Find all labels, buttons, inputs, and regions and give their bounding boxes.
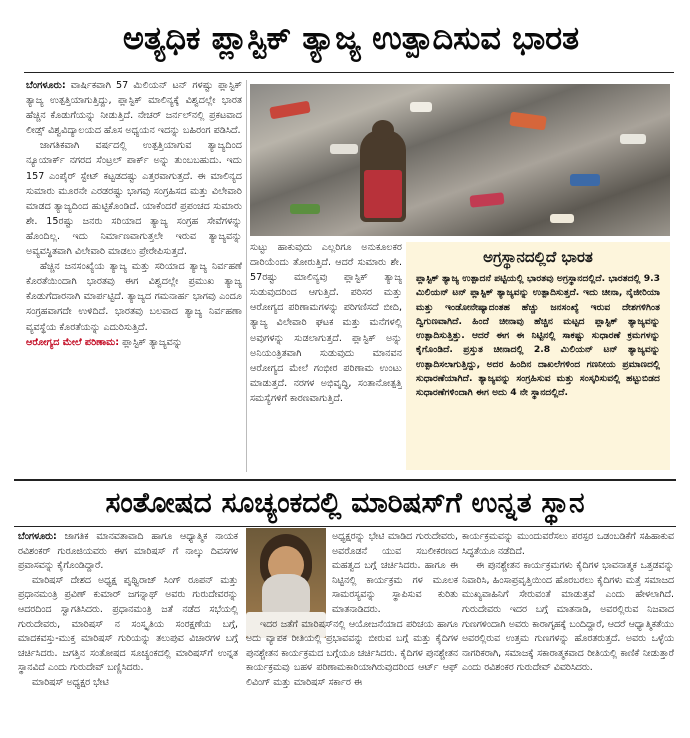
- article2-col1-para3: ಮಾರಿಷಸ್ ಅಧ್ಯಕ್ಷರ ಭೇಟಿ: [32, 676, 109, 688]
- article2-col1-para2: ಮಾರಿಷಸ್ ದೇಶದ ಅಧ್ಯಕ್ಷ ಪೃಥ್ವಿರಾಜ್ ಸಿಂಗ್ ರೂಪನ್ ಮತ್ತು ಪ್ರಧಾನಮಂತ್ರಿ ಪ್ರವಿಣ್ ಕುಮಾರ್ ಜಗನ್ನಾಥ್ ಅವರು ಗುರುದೇವರನ್ನು ಆದರದಿಂದ ಸ್ವಾಗತಿಸಿದರು. ಪ್ರಧಾನಮಂತ್ರಿ ಜತೆ ನಡೆದ ಸಭೆಯಲ್ಲಿ ಗುರುದೇವರು, ಮಾರಿಷಸ್ ನ ಸಂಸ್ಕೃತಿಯ ಸಂರಕ್ಷಣೆಯ ಬಗ್ಗೆ, ಮಾದಕವಸ್ತು-ಮುಕ್ತ ಮಾರಿಷಸ್ ಗುರಿಯನ್ನು ತಲುಪುವ ವಿಚಾರಗಳ ಬಗ್ಗೆ ಚರ್ಚಿಸಿದರು. ಜಗತ್ತಿನ ಸಂತೋಷದ ಸೂಚ್ಯಂಕದಲ್ಲಿ ಮಾರಿಷಸ್‌ಗೆ ಉನ್ನತ ಸ್ಥಾನವಿದೆ ಎಂದು ಗುರುದೇವ್ ಬಣ್ಣಿಸಿದರು.: [18, 574, 238, 674]
- article2-col1-para1: ಜಾಗತಿಕ ಮಾನವತಾವಾದಿ ಹಾಗೂ ಆಧ್ಯಾತ್ಮಿಕ ನಾಯಕ ರವಿಶಂಕರ್ ಗುರೂಜಿಯವರು ಈಗ ಮಾರಿಷಸ್ ಗೆ ನಾಲ್ಕು ದಿವಸಗಳ ಪ್ರವಾಸವನ್ನು ಕೈಗೊಂಡಿದ್ದಾರೆ.: [18, 531, 238, 572]
- article2-headline: ಸಂತೋಷದ ಸೂಚ್ಯಂಕದಲ್ಲಿ ಮಾರಿಷಸ್‌ಗೆ ಉನ್ನತ ಸ್ಥಾನ: [105, 486, 585, 519]
- article2-col3-para1: ಕಾರ್ಯಕ್ರಮವನ್ನು ಮುಂದುವರೆಸಲು ಪರಸ್ಪರ ಒಡಂಬಡಿಕೆಗೆ ಸಹಿಹಾಕುವ ಸಿದ್ಧತೆಯೂ ನಡೆದಿದೆ.: [462, 531, 674, 557]
- article2-column-3: [462, 530, 674, 736]
- article-mauritius-happiness: [0, 480, 690, 738]
- article2-column-1: [18, 530, 238, 736]
- article2-col3-para2: ಈ ಪುನಶ್ಚೇತನ ಕಾರ್ಯಕ್ರಮಗಳು ಕೈದಿಗಳ ಭಾವನಾತ್ಮಕ ಒತ್ತಡವನ್ನು ನಿವಾರಿಸಿ, ಹಿಂಸಾಪ್ರವೃತ್ತಿಯಿಂದ ಹೊರಬರಲು ಕೈದಿಗಳು ಮತ್ತೆ ಸಮಾಜದ ಮುಖ್ಯವಾಹಿನಿಗೆ ಸೇರುವಂತೆ ಮಾಡುತ್ತವೆ ಎಂದು ಹೇಳಲಾಗಿದೆ. ಗುರುದೇವರು ಇದರ ಬಗ್ಗೆ ಮಾತನಾಡಿ, ಅವರಲ್ಲಿರುವ ನಿಜವಾದ ಗುಣಗಳಿಂದಾಗಿ ಅವರು ಕಾರಾಗೃಹಕ್ಕೆ ಬಂದಿದ್ದಾರೆ, ಆದರೆ ಆಧ್ಯಾತ್ಮಿಕತೆಯು ಅವರಲ್ಲಿರುವ ಉತ್ತಮ ಗುಣಗಳನ್ನು ಹೊರತರುತ್ತದೆ. ಅವರು ಒಳ್ಳೆಯ ನಾಗರಿಕರಾಗಿ, ಸಮಾಜಕ್ಕೆ ಸಕಾರಾತ್ಮಕವಾದ ರೀತಿಯಲ್ಲಿ ಕಾಣಿಕೆ ನೀಡುತ್ತಾರೆ ಎಂದು ರವಿಶಂಕರ ಗುರುದೇವ್ ವಿವರಿಸಿದರು.: [462, 560, 674, 674]
- dateline: ಬೆಂಗಳೂರು:: [26, 80, 66, 91]
- article1-col2-text: ಸುಟ್ಟು ಹಾಕುವುದು ಎಲ್ಲರಿಗೂ ಅನುಕೂಲಕರ ದಾರಿಯೆಂದು ತೋರುತ್ತಿದೆ. ಆದರೆ ಸುಮಾರು ಶೇ. 57ರಷ್ಟು ಮಾಲಿನ್ಯವು ಪ್ಲಾಸ್ಟಿಕ್ ತ್ಯಾಜ್ಯ ಸುಡುವುದರಿಂದ ಆಗುತ್ತಿದೆ. ಪರಿಸರ ಮತ್ತು ಆರೋಗ್ಯದ ಪರಿಣಾಮಗಳನ್ನು ಪರಿಗಣಿಸದೆ ಬೀದಿ, ತ್ಯಾಜ್ಯ ವಿಲೇವಾರಿ ಘಟಕ ಮತ್ತು ಮನೆಗಳಲ್ಲಿ ಅವುಗಳನ್ನು ಸುಡಲಾಗುತ್ತದೆ. ಪ್ಲಾಸ್ಟಿಕ್ ಅನ್ನು ಅನಿಯಂತ್ರಿತವಾಗಿ ಸುಡುವುದು ಮಾನವನ ಆರೋಗ್ಯದ ಮೇಲೆ ಗಂಭೀರ ಪರಿಣಾಮ ಉಂಟು ಮಾಡುತ್ತದೆ. ನರಗಳ ಅಭಿವೃದ್ಧಿ, ಸಂತಾನೋತ್ಪತ್ತಿ ಸಮಸ್ಯೆಗಳಿಗೆ ಕಾರಣವಾಗುತ್ತಿದೆ.: [250, 242, 402, 404]
- health-impact-subhead: ಆರೋಗ್ಯದ ಮೇಲೆ ಪರಿಣಾಮ:: [26, 336, 120, 348]
- article1-col1-para2: ಜಾಗತಿಕವಾಗಿ ವರ್ಷದಲ್ಲಿ ಉತ್ಪತ್ತಿಯಾಗುವ ತ್ಯಾಜ್ಯದಿಂದ ನ್ಯೂಯಾರ್ಕ್ ನಗರದ ಸೆಂಟ್ರಲ್ ಪಾರ್ಕ್ ಅನ್ನು ತುಂಬಬಹುದು. ಇದು 157 ಎಂಪೈರ್ ಸ್ಟೇಟ್ ಕಟ್ಟಡದಷ್ಟು ಎತ್ತರವಾಗುತ್ತದೆ. ಈ ಮಾಲಿನ್ಯದ ಸುಮಾರು ಮೂರನೇ ಎರಡರಷ್ಟು ಭಾಗವು ಸಂಗ್ರಹಿಸದ ಮತ್ತು ವಿಲೇವಾರಿ ಮಾಡದ ತ್ಯಾಜ್ಯದಿಂದ ಹುಟ್ಟಿಕೊಂಡಿದೆ. ಯಾಕೆಂದರೆ ಪ್ರಪಂಚದ ಸುಮಾರು ಶೇ. 15ರಷ್ಟು ಜನರು ಸರಿಯಾದ ತ್ಯಾಜ್ಯ ಸಂಗ್ರಹ ಸೇವೆಗಳನ್ನು ಹೊಂದಿಲ್ಲ. ಇದು ನಿರ್ಮಾಣವಾಗುತ್ತಲೇ ಇರುವ ತ್ಯಾಜ್ಯವನ್ನು ಅವ್ಯವಸ್ಥಿತವಾಗಿ ವಿಲೇವಾರಿ ಮಾಡಲು ಪ್ರೇರೇಪಿಸುತ್ತದೆ.: [26, 140, 242, 258]
- article2-column-2: [246, 530, 458, 736]
- box-body: ಪ್ಲಾಸ್ಟಿಕ್ ತ್ಯಾಜ್ಯ ಉತ್ಪಾದನೆ ಪಟ್ಟಿಯಲ್ಲಿ ಭಾರತವು ಅಗ್ರಸ್ಥಾನದಲ್ಲಿದೆ. ಭಾರತದಲ್ಲಿ 9.3 ಮಿಲಿಯನ್ ಟನ್ ಪ್ಲಾಸ್ಟಿಕ್ ತ್ಯಾಜ್ಯವನ್ನು ಉತ್ಪಾದಿಸುತ್ತದೆ. ಇದು ಚೀನಾ, ನೈಜೀರಿಯಾ ಮತ್ತು ಇಂಡೋನೇಷ್ಯಾದಂತಹ ಹೆಚ್ಚು ಜನಸಂಖ್ಯೆ ಇರುವ ದೇಶಗಳಿಗಿಂತ ದ್ವಿಗುಣವಾಗಿದೆ. ಹಿಂದೆ ಚೀನಾವು ಹೆಚ್ಚಿನ ಮಟ್ಟದ ಪ್ಲಾಸ್ಟಿಕ್ ತ್ಯಾಜ್ಯವನ್ನು ಉತ್ಪಾದಿಸುತ್ತಿತ್ತು. ಆದರೆ ಈಗ ಈ ನಿಟ್ಟಿನಲ್ಲಿ ಸಾಕಷ್ಟು ಸುಧಾರಣೆ ಕ್ರಮಗಳನ್ನು ಕೈಗೊಂಡಿದೆ. ಪ್ರಸ್ತುತ ಚೀನಾದಲ್ಲಿ 2.8 ಮಿಲಿಯನ್ ಟನ್ ತ್ಯಾಜ್ಯವನ್ನು ಉತ್ಪಾದಿಸಲಾಗುತ್ತಿದ್ದು, ಅದರ ಹಿಂದಿನ ದಾಖಲೆಗಳಿಂದ ಗಣನೀಯ ಪ್ರಮಾಣದಲ್ಲಿ ಸುಧಾರಣೆಯಾಗಿದೆ. ತ್ಯಾಜ್ಯವನ್ನು ಸಂಗ್ರಹಿಸುವ ಮತ್ತು ಸಂಸ್ಕರಿಸುವಲ್ಲಿ ಹಟ್ಟುಬಿಡದ ಸುಧಾರಣೆಗಳಿಂದಾಗಿ ಈಗ ಅದು 4 ನೇ ಸ್ಥಾನದಲ್ಲಿದೆ.: [416, 273, 660, 399]
- india-top-rank-box: [406, 242, 670, 470]
- column-divider: [246, 80, 247, 472]
- garbage-dump-photo: [250, 84, 670, 236]
- article1-col1-para3: ಹೆಚ್ಚಿನ ಜನಸಂಖ್ಯೆಯ ತ್ಯಾಜ್ಯ ಮತ್ತು ಸರಿಯಾದ ತ್ಯಾಜ್ಯ ನಿರ್ವಹಣೆ ಕೊರತೆಯಿಂದಾಗಿ ಭಾರತವು ಈಗ ವಿಶ್ವದಲ್ಲೇ ಪ್ರಮುಖ ತ್ಯಾಜ್ಯ ಕೊಡುಗೆದಾರನಾಗಿ ಮಾರ್ಪಟ್ಟಿದೆ. ತ್ಯಾಜ್ಯದ ಗಮನಾರ್ಹ ಭಾಗವು ಎಂದೂ ಸಂಗ್ರಹವಾಗದೇ ಉಳಿದಿದೆ. ಭಾರತವು ಬಲವಾದ ತ್ಯಾಜ್ಯ ನಿರ್ವಹಣಾ ವ್ಯವಸ್ಥೆಯ ಕೊರತೆಯನ್ನು ಎದುರಿಸುತ್ತಿದೆ.: [26, 261, 242, 333]
- box-title: ಅಗ್ರಸ್ಥಾನದಲ್ಲಿದೆ ಭಾರತ: [483, 248, 593, 266]
- article1-col1-para1: ವಾರ್ಷಿಕವಾಗಿ 57 ಮಿಲಿಯನ್ ಟನ್ ಗಳಷ್ಟು ಪ್ಲಾಸ್ಟಿಕ್ ತ್ಯಾಜ್ಯ ಉತ್ಪತ್ತಿಯಾಗುತ್ತಿದ್ದು, ಪ್ಲಾಸ್ಟಿಕ್ ಮಾಲಿನ್ಯಕ್ಕೆ ವಿಶ್ವದಲ್ಲೇ ಭಾರತ ಹೆಚ್ಚಿನ ಕೊಡುಗೆಯನ್ನು ನೀಡುತ್ತಿದೆ. ನೇಚರ್ ಜರ್ನಲ್‌ನಲ್ಲಿ ಪ್ರಕಟವಾದ ಲೀಡ್ಸ್ ವಿಶ್ವವಿದ್ಯಾಲಯದ ಹೊಸ ಅಧ್ಯಯನ ಇದನ್ನು ಬಹಿರಂಗ ಪಡಿಸಿದೆ.: [26, 80, 242, 137]
- headline-divider: [24, 72, 674, 73]
- headline2-divider: [14, 526, 676, 527]
- health-impact-text: ಪ್ಲಾಸ್ಟಿಕ್ ತ್ಯಾಜ್ಯವನ್ನು: [122, 336, 183, 348]
- article1-column-2: [250, 240, 402, 472]
- article2-col2-para1: ಅಧ್ಯಕ್ಷರನ್ನು ಭೇಟಿ ಮಾಡಿದ ಗುರುದೇವರು, ಅವರೊಡನೆ ಯುವ ಸಬಲೀಕರಣದ ಮಹತ್ವದ ಬಗ್ಗೆ ಚರ್ಚಿಸಿದರು. ಹಾಗೂ ಈ ನಿಟ್ಟಿನಲ್ಲಿ ಕಾರ್ಯಕ್ರಮ ಗಳ ಮೂಲಕ ಸಾಮರಸ್ಯವನ್ನು ಸ್ಥಾಪಿಸುವ ಕುರಿತು ಮಾತನಾಡಿದರು.: [332, 531, 458, 615]
- article1-headline: ಅತ್ಯಧಿಕ ಪ್ಲಾಸ್ಟಿಕ್ ತ್ಯಾಜ್ಯ ಉತ್ಪಾದಿಸುವ ಭಾರತ: [122, 19, 580, 57]
- dateline-2: ಬೆಂಗಳೂರು:: [18, 531, 57, 542]
- article2-col2-para2: ಇದರ ಜತೆಗೆ ಮಾರಿಷಸ್‌ನಲ್ಲಿ ಆಯೋಜನೆಯಾದ ಪರಿಚಯ ಹಾಗೂ ಅದು ವ್ಯಾಪಕ ರೀತಿಯಲ್ಲಿ ಪ್ರಭಾವವನ್ನು ಬೀರುವ ಬಗ್ಗೆ ಮತ್ತು ಕೈದಿಗಳ ಪುನಶ್ಚೇತನ ಕಾರ್ಯಕ್ರಮದ ಬಗ್ಗೆಯೂ ಚರ್ಚಿಸಿದರು. ಕೈದಿಗಳ ಪುನಶ್ಚೇತನ ಕಾರ್ಯಕ್ರಮವು ಬಹಳ ಪರಿಣಾಮಕಾರಿಯಾಗಿರುವುದರಿಂದ ಆರ್ಟ್ ಆಫ್ ಲಿವಿಂಗ್ ಮತ್ತು ಮಾರಿಷಸ್ ಸರ್ಕಾರ ಈ: [246, 618, 458, 688]
- article1-column-1: [26, 78, 242, 470]
